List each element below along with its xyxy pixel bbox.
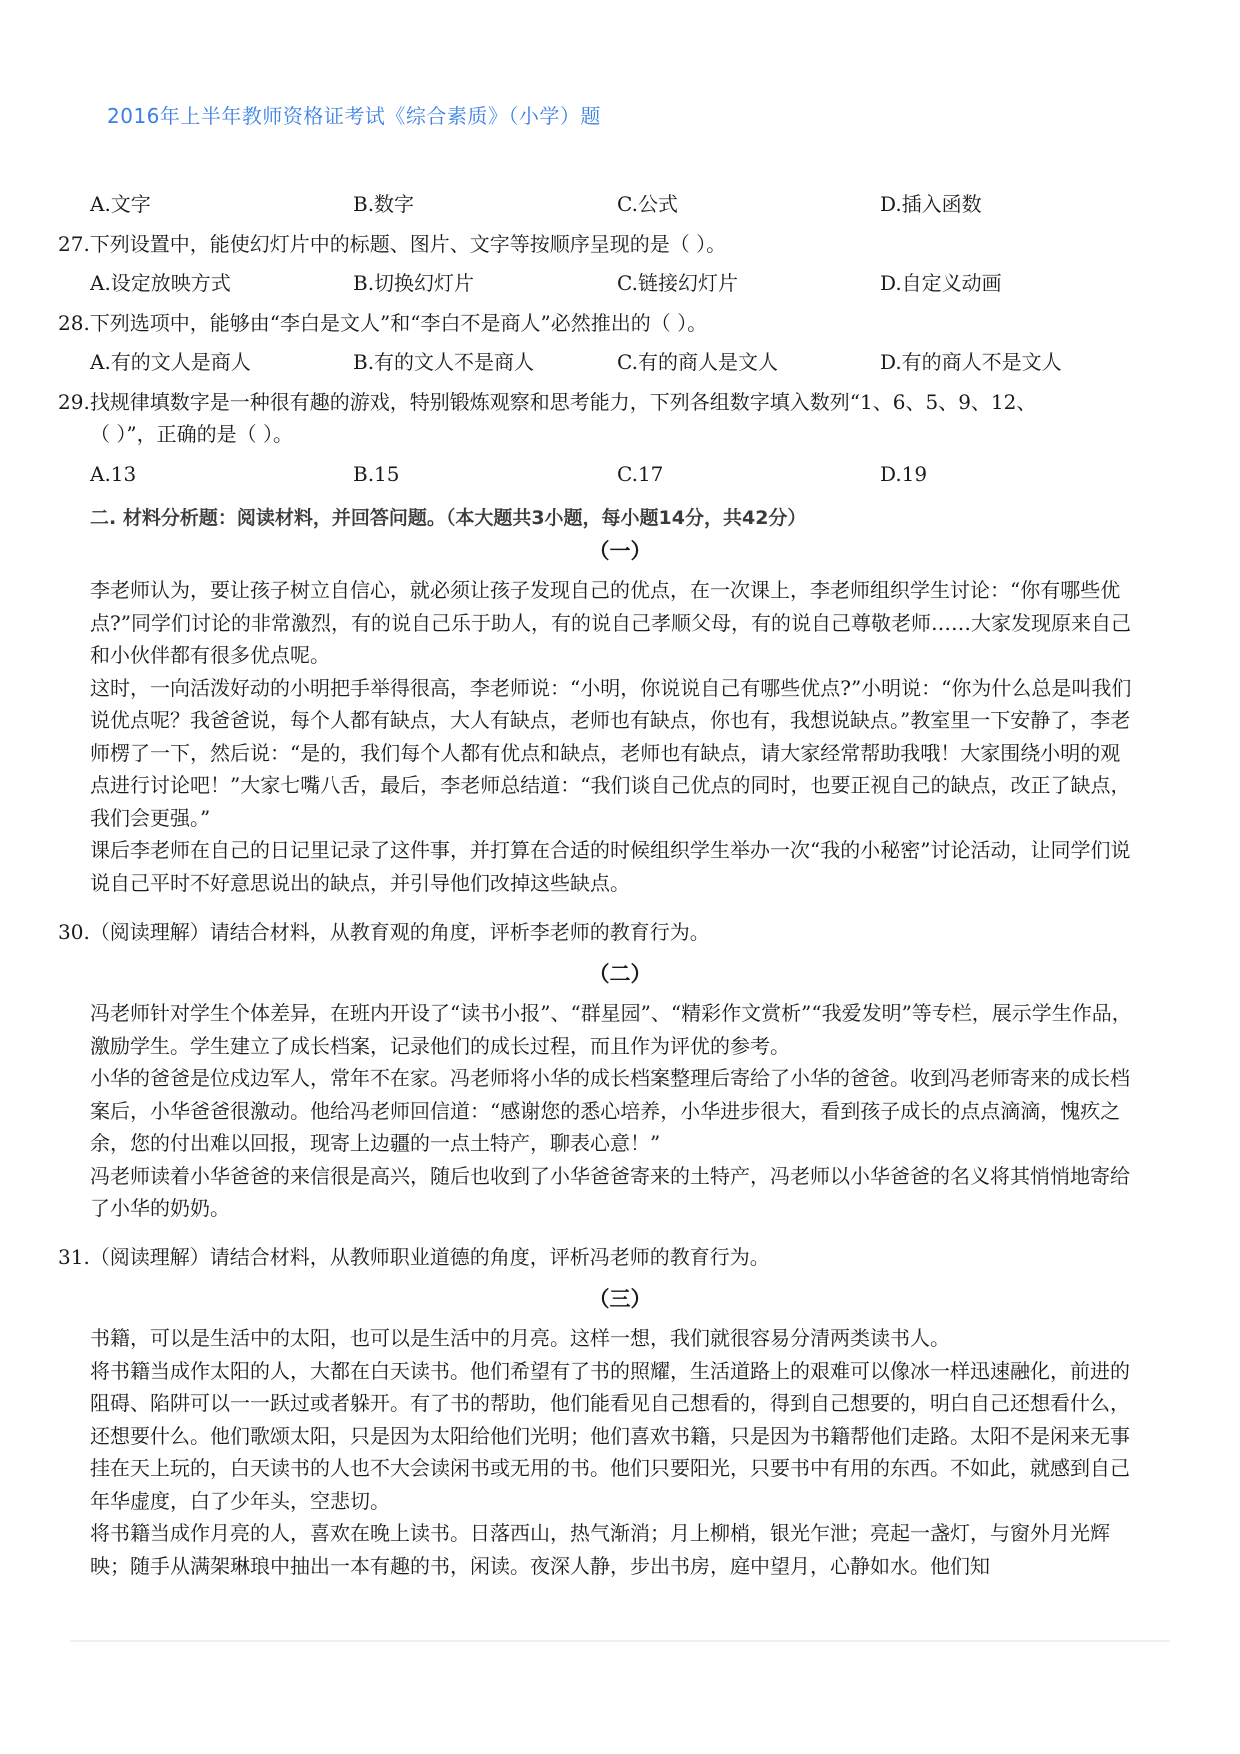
question-text: （阅读理解）请结合材料，从教育观的角度，评析李老师的教育行为。 <box>89 920 710 944</box>
paragraph: 将书籍当成作太阳的人，大都在白天读书。他们希望有了书的照耀，生活道路上的艰难可以像冰一样迅速融化，前进的阻碍、陷阱可以一一跃过或者躲开。有了书的帮助，他们能看见自己想看的，得到自己想要的，明白自己还想看什么，还想要什么。他们歌颂太阳，只是因为太阳给他们光明；他们喜欢书籍，只是因为书籍帮他们走路。太阳不是闲来无事挂在天上玩的，白天读书的人也不大会读闲书或无用的书。他们只要阳光，只要书中有用的东西。不如此，就感到自己年华虚度，白了少年头，空悲切。 <box>90 1358 1130 1513</box>
q28-option-d: D.有的商人不是文人 <box>880 350 1062 374</box>
question-number: 28. <box>58 311 90 335</box>
q26-option-c: C.公式 <box>617 192 678 216</box>
q28-option-c: C.有的商人是文人 <box>617 350 778 374</box>
question-29-line2: （ ）”，正确的是（ ）。 <box>90 422 293 446</box>
question-number: 27. <box>58 232 90 256</box>
question-31 <box>58 1244 770 1270</box>
material-1-label: （一） <box>588 538 652 563</box>
paragraph: 李老师认为，要让孩子树立自信心，就必须让孩子发现自己的优点，在一次课上，李老师组织学生讨论：“你有哪些优点?”同学们讨论的非常激烈，有的说自己乐于助人，有的说自己孝顺父母，有的说自己尊敬老师……大家发现原来自己和小伙伴都有很多优点呢。 <box>90 578 1131 667</box>
paragraph: 冯老师读着小华爸爸的来信很是高兴，随后也收到了小华爸爸寄来的土特产，冯老师以小华爸爸的名义将其悄悄地寄给了小华的奶奶。 <box>90 1163 1130 1220</box>
question-28 <box>58 310 707 336</box>
q27-option-a: A.设定放映方式 <box>90 271 231 295</box>
document-title: 2016年上半年教师资格证考试《综合素质》（小学）题 <box>107 104 601 128</box>
question-number: 29. <box>58 390 90 414</box>
section-heading: 二. 材料分析题：阅读材料，并回答问题。（本大题共3小题，每小题14分，共42分） <box>90 507 807 529</box>
question-30 <box>58 919 710 945</box>
q28-option-b: B.有的文人不是商人 <box>353 350 535 374</box>
paragraph: 将书籍当成作月亮的人，喜欢在晚上读书。日落西山，热气渐消；月上柳梢，银光乍泄；亮起一盏灯，与窗外月光辉映；随手从满架琳琅中抽出一本有趣的书，闲读。夜深人静，步出书房，庭中望月，心静如水。他们知 <box>90 1521 1110 1578</box>
material-2-label: （二） <box>588 961 652 986</box>
q28-option-a: A.有的文人是商人 <box>90 350 251 374</box>
q27-option-b: B.切换幻灯片 <box>353 271 475 295</box>
question-text-line1: 找规律填数字是一种很有趣的游戏，特别锻炼观察和思考能力，下列各组数字填入数列“1、6、5、9、12、 <box>89 390 1037 414</box>
question-27 <box>58 231 726 257</box>
paragraph: 小华的爸爸是位戍边军人，常年不在家。冯老师将小华的成长档案整理后寄给了小华的爸爸。收到冯老师寄来的成长档案后，小华爸爸很激动。他给冯老师回信道：“感谢您的悉心培养，小华进步很大，看到孩子成长的点点滴滴，愧疚之余，您的付出难以回报，现寄上边疆的一点土特产，聊表心意！” <box>90 1066 1130 1155</box>
paragraph: 书籍，可以是生活中的太阳，也可以是生活中的月亮。这样一想，我们就很容易分清两类读书人。 <box>90 1326 950 1350</box>
q29-option-a: A.13 <box>90 462 137 486</box>
material-3-label: （三） <box>588 1286 652 1311</box>
paragraph: 冯老师针对学生个体差异，在班内开设了“读书小报”、“群星园”、“精彩作文赏析”“我爱发明”等专栏，展示学生作品，激励学生。学生建立了成长档案，记录他们的成长过程，而且作为评优的参考。 <box>90 1001 1132 1058</box>
question-number: 30. <box>58 920 90 944</box>
q29-option-b: B.15 <box>353 462 400 486</box>
q29-option-d: D.19 <box>880 462 928 486</box>
material-1-text <box>90 574 1140 899</box>
paragraph: 这时，一向活泼好动的小明把手举得很高，李老师说：“小明，你说说自己有哪些优点?”小明说：“你为什么总是叫我们说优点呢？我爸爸说，每个人都有缺点，大人有缺点，老师也有缺点，你也有，我想说缺点。”教室里一下安静了，李老师楞了一下，然后说：“是的，我们每个人都有优点和缺点，老师也有缺点，请大家经常帮助我哦！大家围绕小明的观点进行讨论吧！”大家七嘴八舌，最后，李老师总结道：“我们谈自己优点的同时，也要正视自己的缺点，改正了缺点，我们会更强。” <box>90 675 1132 830</box>
q26-option-a: A.文字 <box>90 192 151 216</box>
q26-option-b: B.数字 <box>353 192 415 216</box>
q29-option-c: C.17 <box>617 462 664 486</box>
page-footer-divider <box>70 1640 1170 1642</box>
question-text: 下列选项中，能够由“李白是文人”和“李白不是商人”必然推出的（ ）。 <box>89 311 708 335</box>
q26-option-d: D.插入函数 <box>880 192 982 216</box>
question-number: 31. <box>58 1245 90 1269</box>
q27-option-c: C.链接幻灯片 <box>617 271 738 295</box>
question-29 <box>58 389 1036 415</box>
question-text: 下列设置中，能使幻灯片中的标题、图片、文字等按顺序呈现的是（ ）。 <box>89 232 727 256</box>
material-2-text <box>90 997 1140 1225</box>
q27-option-d: D.自定义动画 <box>880 271 1002 295</box>
material-3-text <box>90 1322 1140 1582</box>
question-text: （阅读理解）请结合材料，从教师职业道德的角度，评析冯老师的教育行为。 <box>89 1245 770 1269</box>
paragraph: 课后李老师在自己的日记里记录了这件事，并打算在合适的时候组织学生举办一次“我的小秘密”讨论活动，让同学们说说自己平时不好意思说出的缺点，并引导他们改掉这些缺点。 <box>90 838 1131 895</box>
